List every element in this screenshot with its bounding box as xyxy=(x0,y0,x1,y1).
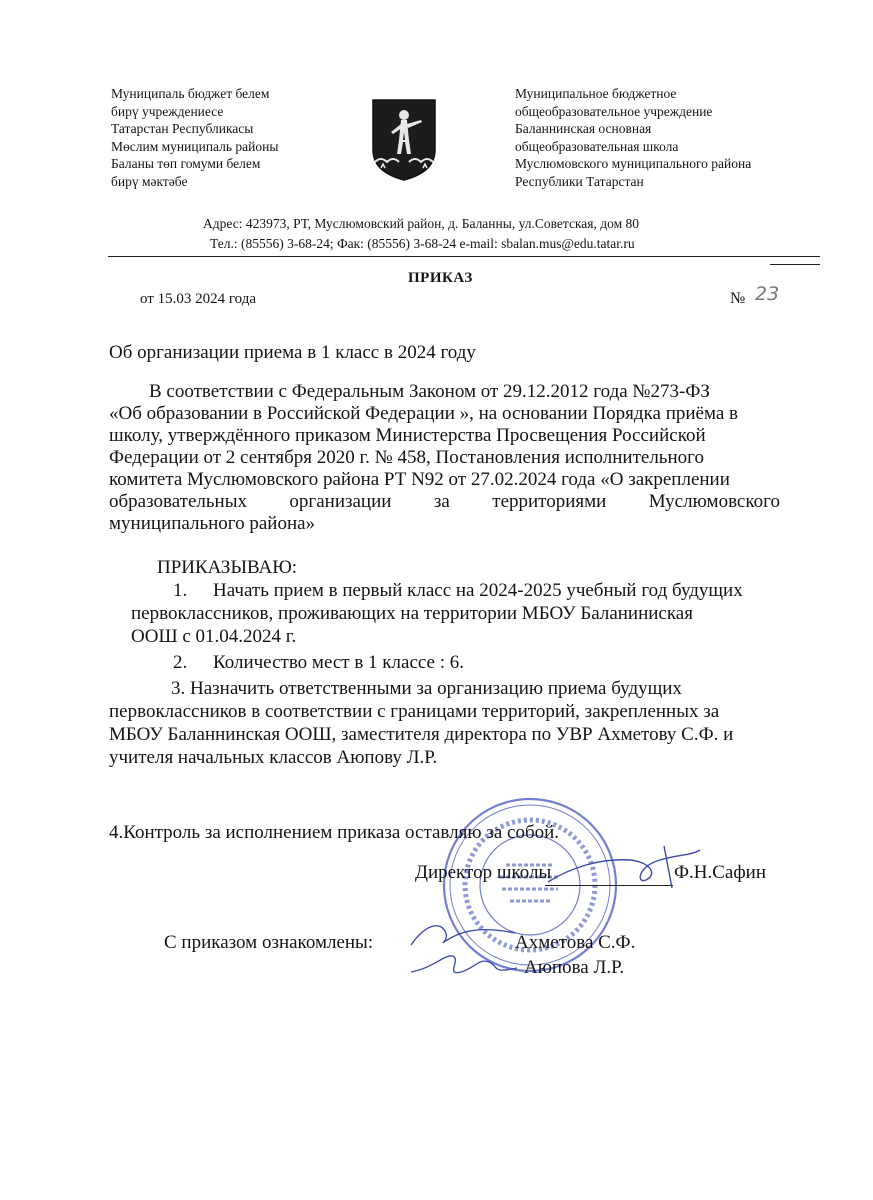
header-left-line: бирү мәктәбе xyxy=(111,173,188,189)
item-1-line: ООШ с 01.04.2024 г. xyxy=(131,626,297,647)
order-subject: Об организации приема в 1 класс в 2024 году xyxy=(109,342,476,363)
preamble-word: территориями xyxy=(492,491,607,512)
preamble-word: за xyxy=(433,491,450,512)
item-1-line: первоклассников, проживающих на территории МБОУ Баланиниская xyxy=(131,603,693,624)
director-name: Ф.Н.Сафин xyxy=(674,862,766,883)
preamble-paragraph xyxy=(109,381,780,535)
item-2-text: Количество мест в 1 классе : 6. xyxy=(213,652,465,673)
preamble-line: школу, утверждённого приказом Министерства Просвещения Российской xyxy=(109,425,706,446)
header-right-line: Баланнинская основная xyxy=(515,121,652,136)
preamble-word: организации xyxy=(289,491,392,512)
order-title: ПРИКАЗ xyxy=(408,270,473,286)
item-4-text: 4.Контроль за исполнением приказа оставляю за собой. xyxy=(109,822,560,843)
header-left-line: Мөслим муниципаль районы xyxy=(111,138,279,154)
acquainted-name-ayupova: Аюпова Л.Р. xyxy=(524,957,625,978)
preamble-line: комитета Муслюмовского района РТ N92 от 27.02.2024 года «О закреплении xyxy=(109,469,730,490)
item-3-line: учителя начальных классов Аюпову Л.Р. xyxy=(109,747,438,768)
item-1-line: Начать прием в первый класс на 2024-2025 учебный год будущих xyxy=(213,580,743,601)
header-right-line: общеобразовательная школа xyxy=(515,138,679,154)
item-1-number: 1. xyxy=(173,580,188,601)
order-number-label: № xyxy=(730,290,746,307)
item-3-line: 3. Назначить ответственными за организацию приема будущих xyxy=(171,678,682,699)
director-title: Директор школы xyxy=(415,862,552,883)
preamble-word: Муслюмовского xyxy=(648,491,780,512)
header-left-line: бирү учреждениесе xyxy=(111,103,224,119)
school-contacts: Тел.: (85556) 3-68-24; Фак: (85556) 3-68-24 e-mail: sbalan.mus@edu.tatar.ru xyxy=(210,236,635,251)
header-left-line: Муниципаль бюджет белем xyxy=(111,86,270,101)
item-3-line: первоклассников в соответствии с границами территорий, закрепленных за xyxy=(109,701,720,722)
preamble-word: образовательных xyxy=(109,491,247,512)
preamble-line: В соответствии с Федеральным Законом от 29.12.2012 года №273-ФЗ xyxy=(149,381,710,402)
header-divider-tail xyxy=(770,264,820,265)
decree-heading: ПРИКАЗЫВАЮ: xyxy=(157,557,298,578)
header-right-line: Муниципальное бюджетное xyxy=(515,86,677,101)
header-right-line: Муслюмовского муниципального района xyxy=(515,156,752,171)
preamble-line: «Об образовании в Российской Федерации », на основании Порядка приёма в xyxy=(109,403,739,424)
order-number-handwritten: 23 xyxy=(755,283,780,305)
order-date: от 15.03 2024 года xyxy=(140,291,256,307)
header-left-line: Татарстан Республикасы xyxy=(111,121,254,136)
coat-of-arms-emblem xyxy=(371,98,437,182)
signature-ayupova xyxy=(405,948,525,984)
preamble-line: Федерации от 2 сентября 2020 г. № 458, Постановления исполнительного xyxy=(109,447,704,468)
header-left-block xyxy=(111,85,278,190)
item-2-number: 2. xyxy=(173,652,188,673)
header-divider xyxy=(108,256,820,257)
header-right-line: общеобразовательное учреждение xyxy=(515,103,713,119)
school-address: Адрес: 423973, РТ, Муслюмовский район, д. Баланны, ул.Советская, дом 80 xyxy=(203,216,640,231)
header-right-block xyxy=(515,85,751,190)
header-right-line: Республики Татарстан xyxy=(515,173,644,189)
preamble-justified-line xyxy=(109,491,780,513)
acquainted-name-akhmetova: Ахметова С.Ф. xyxy=(515,932,636,953)
item-3-line: МБОУ Баланнинская ООШ, заместителя директора по УВР Ахметову С.Ф. и xyxy=(109,724,734,745)
acquainted-label: С приказом ознакомлены: xyxy=(164,932,374,953)
preamble-line: муниципального района» xyxy=(109,513,316,534)
item-3-paragraph xyxy=(109,678,782,769)
header-left-line: Баланы төп гомуми белем xyxy=(111,156,261,171)
